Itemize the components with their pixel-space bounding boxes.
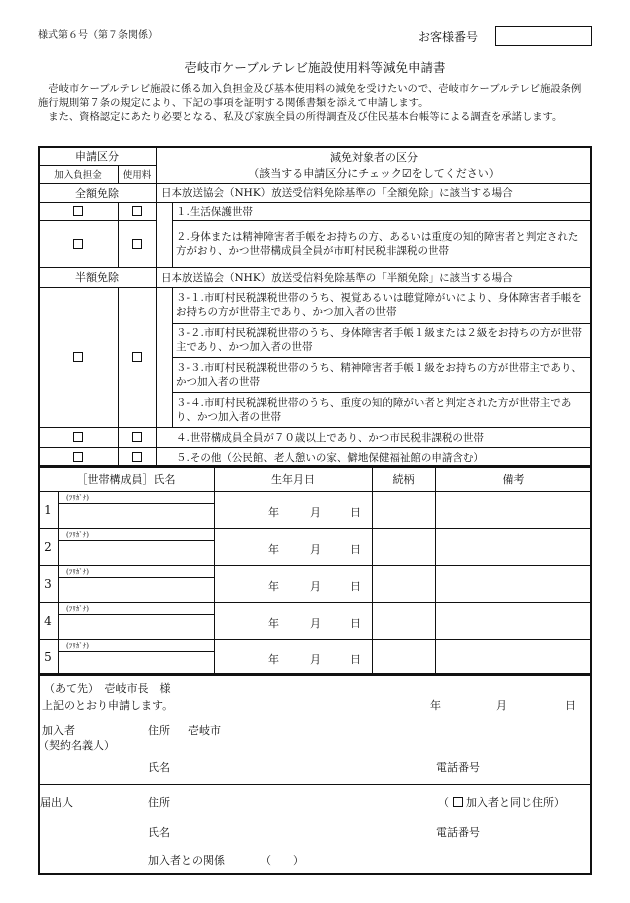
row-number: 1 [44, 502, 52, 517]
col-relation: 続柄 [392, 473, 415, 486]
col-birthdate: 生年月日 [271, 473, 315, 486]
half-exemption-desc: 日本放送協会（NHK）放送受信料免除基準の「半額免除」に該当する場合 [161, 271, 513, 284]
col-target-note: （該当する申請区分にチェック☑をしてください） [248, 167, 500, 180]
col-remarks: 備考 [502, 473, 525, 486]
item1-usage-checkbox[interactable] [132, 206, 142, 216]
member-name-input[interactable] [59, 504, 214, 528]
notifier-label: 届出人 [40, 796, 73, 809]
furigana-label: (ﾌﾘｶﾞﾅ) [66, 642, 89, 650]
day-label: 日 [350, 580, 361, 593]
item2-fee-checkbox[interactable] [73, 239, 83, 249]
notifier-name-label: 氏名 [148, 826, 170, 839]
notifier-address-input[interactable] [180, 790, 420, 810]
day-label: 日 [350, 543, 361, 556]
item5-usage-checkbox[interactable] [132, 452, 142, 462]
col-usage-fee: 使用料 [122, 170, 152, 181]
year-label: 年 [268, 617, 279, 630]
row-number: 2 [44, 539, 52, 554]
col-subscription-fee: 加入負担金 [54, 170, 102, 181]
relation-input[interactable]: （ ） [260, 854, 304, 867]
full-exemption-label: 全額免除 [75, 186, 119, 200]
subscriber-address-label: 住所 [148, 724, 170, 737]
subscriber-name-input[interactable] [180, 754, 420, 774]
item2-text: ２.身体または精神障害者手帳をお持ちの方、あるいは重度の知的障害者と判定された方がおり、かつ世帯構成員全員が市町村民税非課税の世帯 [176, 230, 579, 257]
member-name-input[interactable] [59, 578, 214, 602]
member-name-input[interactable] [59, 615, 214, 639]
subscriber-address-input[interactable] [240, 718, 580, 738]
member-name-input[interactable] [59, 652, 214, 675]
year-label: 年 [268, 653, 279, 666]
month-label: 月 [310, 543, 321, 556]
item1-text: １.生活保護世帯 [176, 205, 253, 218]
item3-2-text: ３-２.市町村民税課税世帯のうち、身体障害者手帳１級または２級をお持ちの方が世帯主であり、かつ加入者の世帯 [176, 327, 582, 353]
item3-fee-checkbox[interactable] [73, 352, 83, 362]
subscriber-phone-label: 電話番号 [436, 761, 480, 774]
customer-number-label: お客様番号 [418, 30, 479, 44]
intro-paragraph-1: 壱岐市ケーブルテレビ施設に係る加入負担金及び基本使用料の減免を受けたいので、壱岐市ケーブルテレビ施設条例施行規則第７条の規定により、下記の事項を証明する関係書類を添えて申請します。 [38, 83, 582, 109]
subscriber-name-label: 氏名 [148, 761, 170, 774]
row-number: 4 [44, 613, 52, 628]
member-name-input[interactable] [59, 541, 214, 565]
item1-fee-checkbox[interactable] [73, 206, 83, 216]
item5-text: ５.その他（公民館、老人憩いの家、僻地保健福祉館の申請含む） [176, 451, 484, 464]
item2-usage-checkbox[interactable] [132, 239, 142, 249]
notifier-phone-label: 電話番号 [436, 826, 480, 839]
date-month-label: 月 [496, 699, 507, 712]
furigana-label: (ﾌﾘｶﾞﾅ) [66, 568, 89, 576]
form-code: 様式第６号（第７条関係） [38, 30, 158, 41]
subscriber-label: 加入者 [42, 724, 75, 737]
month-label: 月 [310, 580, 321, 593]
item3-3-text: ３-３.市町村民税課税世帯のうち、精神障害者手帳１級をお持ちの方が世帯主であり、かつ加入者の世帯 [176, 361, 582, 388]
row-number: 5 [44, 650, 52, 664]
notifier-address-label: 住所 [148, 796, 170, 809]
item4-text: ４.世帯構成員全員が７０歳以上であり、かつ市民税非課税の世帯 [176, 431, 484, 444]
same-address-checkbox[interactable] [453, 797, 463, 807]
furigana-label: (ﾌﾘｶﾞﾅ) [66, 494, 89, 502]
item5-fee-checkbox[interactable] [73, 452, 83, 462]
item3-1-text: ３-１.市町村民税課税世帯のうち、視覚あるいは聴覚障がいにより、身体障害者手帳をお持ちの方が世帯主であり、かつ加入者の世帯 [176, 292, 582, 318]
item4-usage-checkbox[interactable] [132, 432, 142, 442]
notifier-name-input[interactable] [180, 820, 420, 840]
submit-statement: 上記のとおり申請します。 [42, 699, 174, 712]
year-label: 年 [268, 543, 279, 556]
addressee: （あて先） 壱岐市長 様 [44, 682, 171, 695]
same-address-option[interactable]: （ 加入者と同じ住所） [438, 796, 565, 809]
day-label: 日 [350, 653, 361, 666]
customer-number-input[interactable] [495, 26, 592, 46]
month-label: 月 [310, 617, 321, 630]
year-label: 年 [268, 580, 279, 593]
item4-fee-checkbox[interactable] [73, 432, 83, 442]
day-label: 日 [350, 506, 361, 519]
day-label: 日 [350, 617, 361, 630]
intro-paragraph-2: また、資格認定にあたり必要となる、私及び家族全員の所得調査及び住民基本台帳等による調査を承諾します。 [48, 111, 563, 123]
col-member-name: ［世帯構成員］氏名 [76, 473, 176, 486]
full-exemption-desc: 日本放送協会（NHK）放送受信料免除基準の「全額免除」に該当する場合 [161, 187, 513, 199]
row-number: 3 [44, 576, 52, 591]
month-label: 月 [310, 653, 321, 666]
date-year-label: 年 [430, 699, 441, 712]
year-label: 年 [268, 506, 279, 519]
relation-label: 加入者との関係 [148, 854, 225, 867]
contract-holder-label: （契約名義人） [38, 739, 115, 752]
item3-4-text: ３-４.市町村民税課税世帯のうち、重度の知的障がい者と判定された方が世帯主であり、かつ加入者の世帯 [176, 396, 572, 423]
furigana-label: (ﾌﾘｶﾞﾅ) [66, 531, 89, 539]
item3-usage-checkbox[interactable] [132, 352, 142, 362]
col-application-type: 申請区分 [75, 149, 119, 163]
date-day-label: 日 [565, 699, 576, 712]
half-exemption-label: 半額免除 [75, 271, 119, 284]
col-target-category: 減免対象者の区分 [330, 150, 418, 164]
same-address-label: 加入者と同じ住所 [466, 796, 554, 809]
month-label: 月 [310, 506, 321, 519]
furigana-label: (ﾌﾘｶﾞﾅ) [66, 605, 89, 613]
subscriber-address-value: 壱岐市 [188, 724, 221, 737]
intro-text [38, 82, 590, 124]
page-title: 壱岐市ケーブルテレビ施設使用料等減免申請書 [184, 60, 446, 75]
